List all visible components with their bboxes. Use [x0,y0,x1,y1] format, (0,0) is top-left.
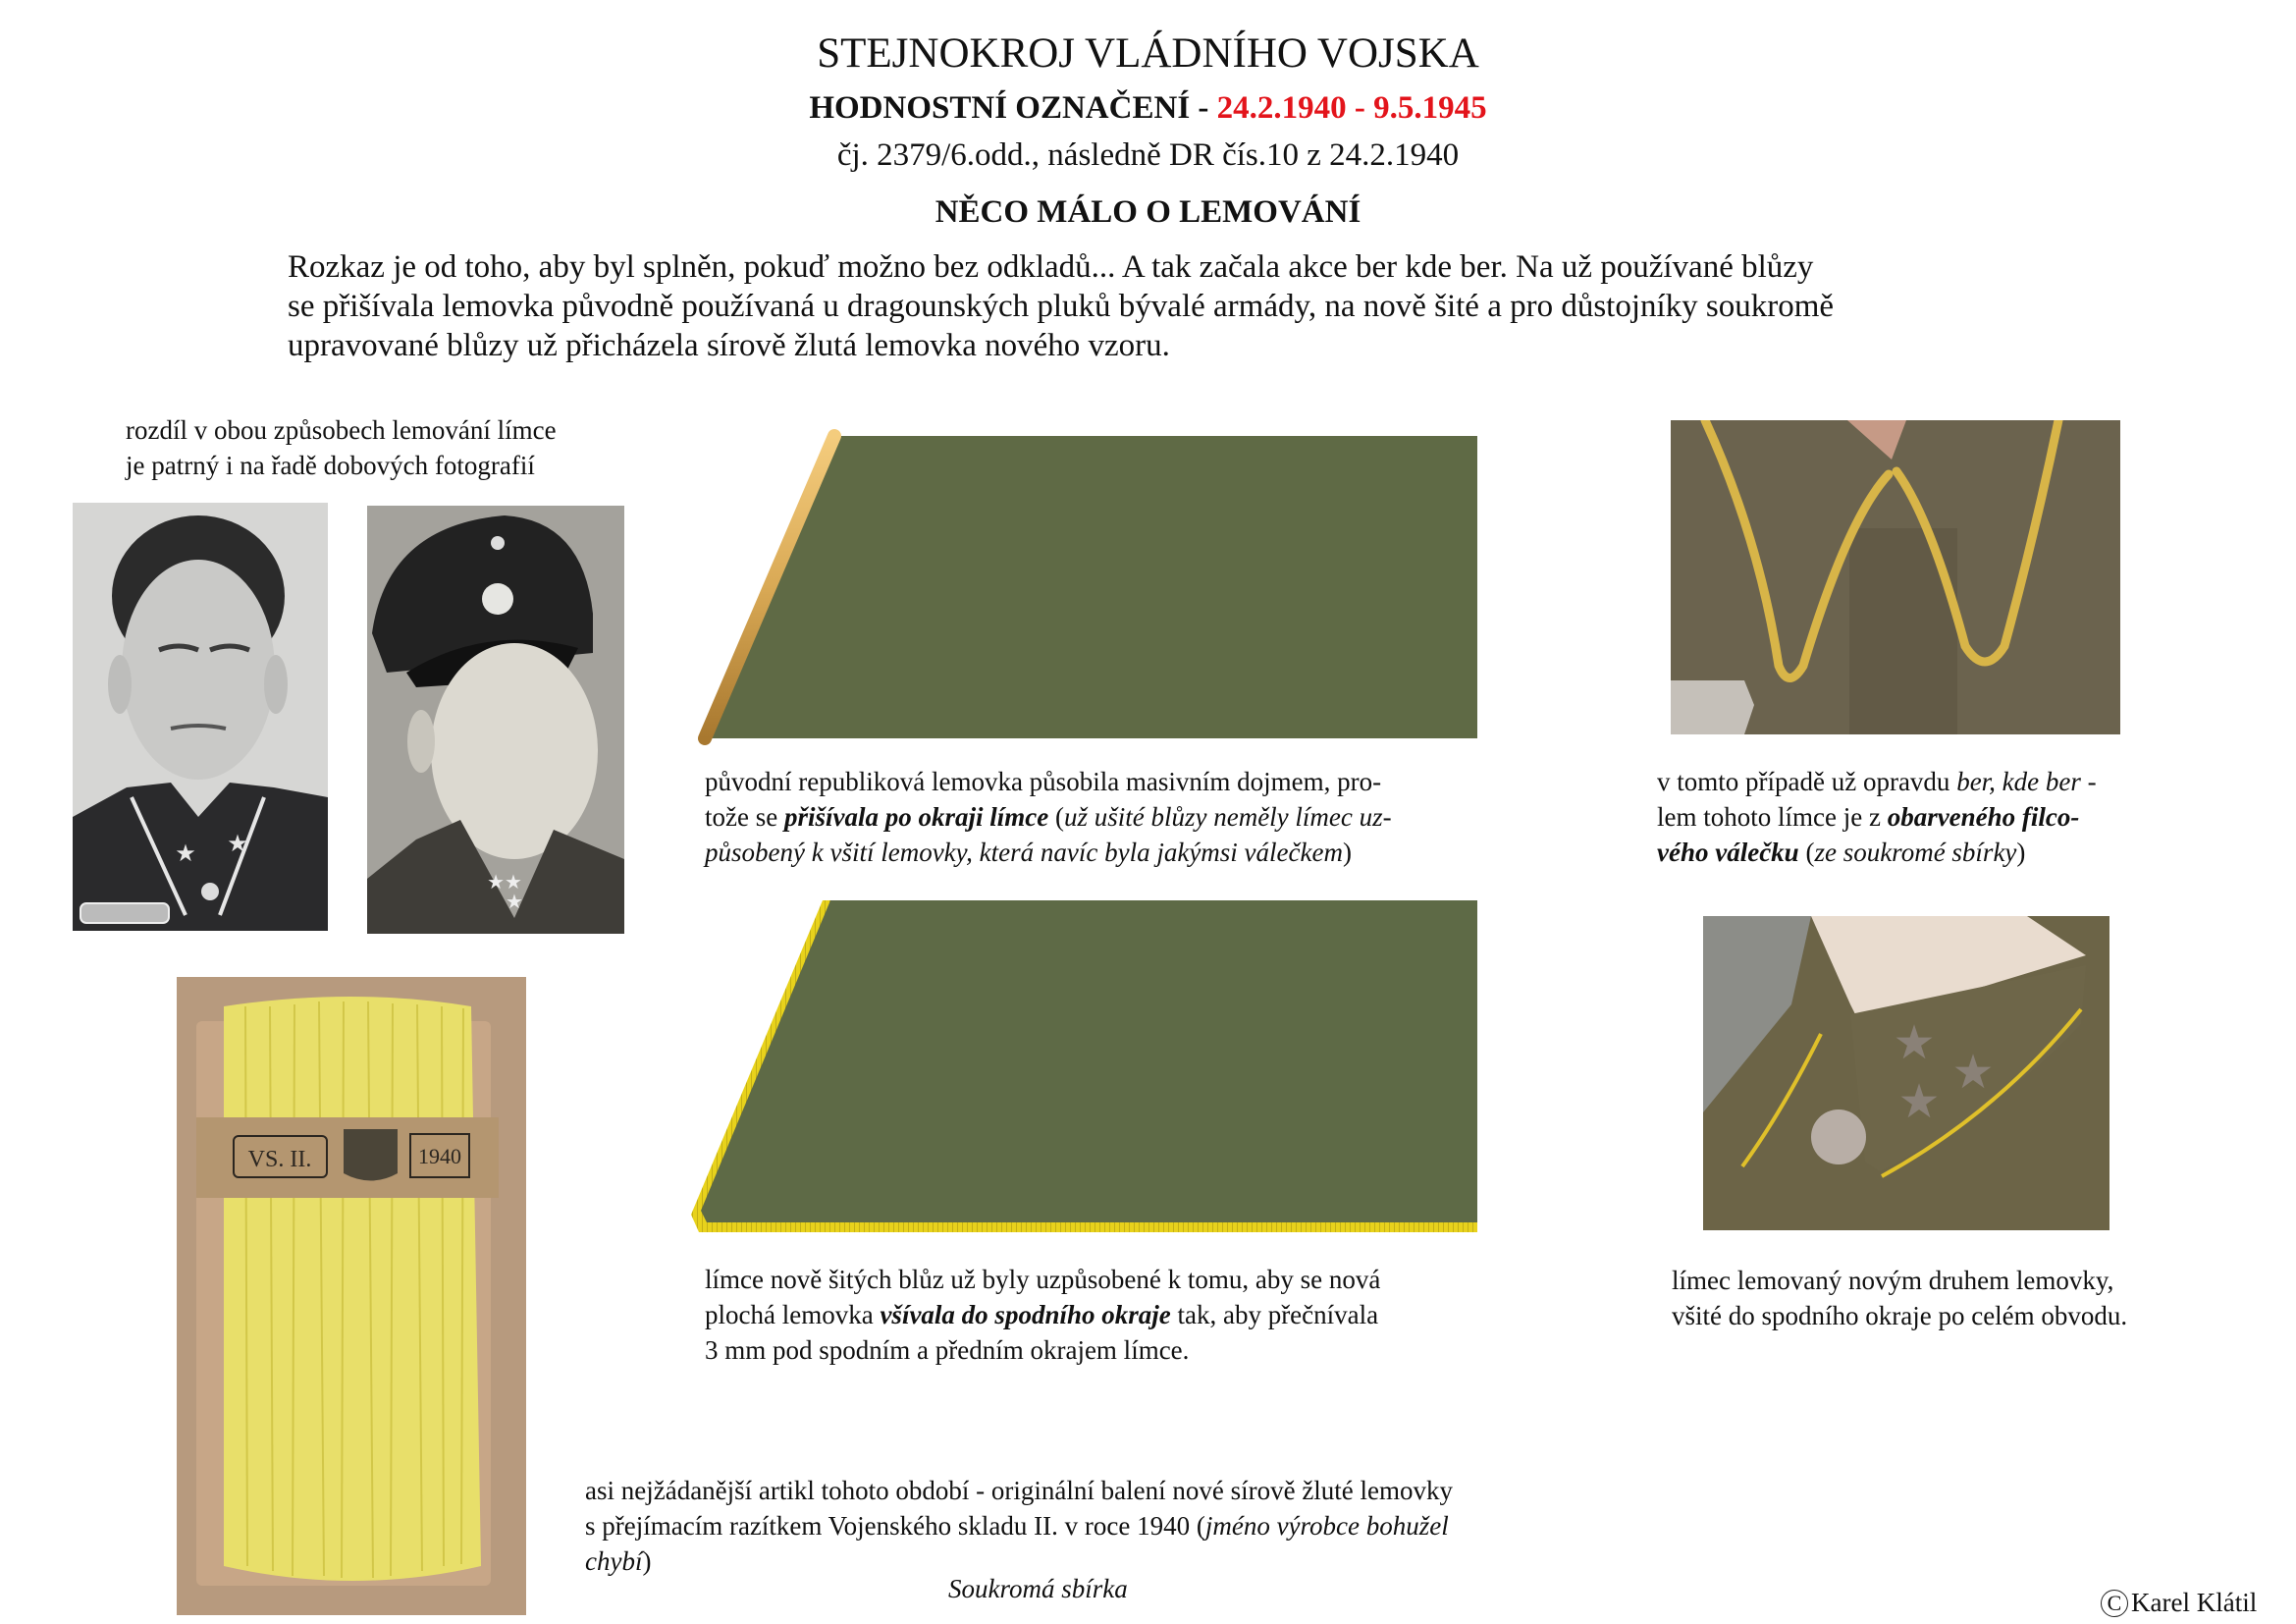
caption-line [1657,835,2266,870]
text: tak, aby přečnívala [1170,1300,1379,1329]
author-name: Karel Klátil [2131,1588,2258,1617]
caption-line [1657,764,2266,799]
svg-text:★: ★ [1951,1047,1995,1099]
text: lem tohoto límce je z [1657,802,1888,832]
caption-line: límec lemovaný novým druhem lemovky, [1672,1266,2114,1295]
section-title: NĚCO MÁLO O LEMOVÁNÍ [934,194,1362,230]
package-stamp-vs: VS. II. [247,1147,312,1172]
photos-caption [126,412,557,483]
diagram-1-caption [705,764,1549,870]
caption-line: všité do spodního okraje po celém obvodu. [1672,1301,2128,1330]
caption-line [705,1297,1549,1332]
italic-text: působený k všití lemovky, která navíc byla jakýmsi válečkem [705,838,1343,867]
subtitle-prefix: HODNOSTNÍ OZNAČENÍ - [809,90,1217,126]
caption-line [705,835,1549,870]
caption-line: asi nejžádanější artikl tohoto období - originální balení nové sírově žluté lemovky [585,1476,1454,1505]
right-caption-2 [1672,1263,2280,1333]
diagram-2-caption [705,1262,1549,1368]
caption-line [705,799,1549,835]
package-caption [585,1473,1606,1579]
emphasis: vého válečku [1657,838,1799,867]
caption-line: rozdíl v obou způsobech lemování límce [126,415,557,445]
svg-text:★: ★ [227,832,248,857]
svg-text:★: ★ [175,841,196,867]
text: tože se [705,802,784,832]
new-piping-collar-photo [1703,916,2109,1230]
text: ) [642,1546,652,1576]
collar-diagram-old-piping [687,422,1482,751]
text: plochá lemovka [705,1300,881,1329]
caption-line: původní republiková lemovka působila masivním dojmem, pro- [705,767,1382,796]
caption-line [1657,799,2266,835]
reference-line: čj. 2379/6.odd., následně DR čís.10 z 24.2.1940 [836,137,1460,173]
intro-line: se přišívala lemovka původně používaná u dragounských pluků bývalé armády, na nově šité a pro důstojníky soukromě [288,289,1835,324]
emphasis: obarveného filco- [1887,802,2080,832]
subtitle-dates: 24.2.1940 - 9.5.1945 [1216,90,1487,126]
text: - [2080,767,2097,796]
page-subtitle [0,90,2296,127]
text: ( [1798,838,1815,867]
svg-text:★: ★ [1893,1017,1936,1069]
caption-line: je patrný i na řadě dobových fotografií [126,451,535,480]
intro-paragraph [288,247,2035,365]
text: ) [2016,838,2026,867]
collar-diagram-new-piping [677,889,1482,1242]
felt-piping-collar-photo [1671,420,2120,734]
svg-text:★: ★ [506,892,523,913]
caption-line [585,1508,1606,1543]
emphasis: přišívala po okraji límce [783,802,1049,832]
svg-text:★: ★ [1897,1076,1941,1128]
italic-text: jméno výrobce bohužel [1204,1511,1449,1541]
piping-package-photo [177,977,526,1615]
text: ) [1342,838,1352,867]
portrait-photo-with-cap [367,506,624,934]
italic-text: ze soukromé sbírky [1814,838,2017,867]
intro-line: upravované blůzy už přicházela sírově žlutá lemovka nového vzoru. [288,328,1170,363]
italic-text: chybí [585,1546,643,1576]
copyright [2101,1588,2257,1618]
intro-line: Rozkaz je od toho, aby byl splněn, pokuď možno bez odkladů... A tak začala akce ber kde ber. Na už používané blůzy [288,249,1814,285]
package-stamp-year: 1940 [418,1144,461,1168]
portrait-photo-without-cap [73,503,328,931]
caption-line: 3 mm pod spodním a předním okrajem límce. [705,1335,1190,1365]
text: v tomto případě už opravdu [1657,767,1957,796]
svg-text:★★: ★★ [487,872,522,893]
collection-note: Soukromá sbírka [948,1574,1128,1603]
emphasis: všívala do spodního okraje [880,1300,1171,1329]
italic-text: už ušité blůzy neměly límec uz- [1063,802,1392,832]
caption-line: límce nově šitých blůz už byly uzpůsobené k tomu, aby se nová [705,1265,1381,1294]
italic-text: ber, kde ber [1956,767,2081,796]
right-caption-1 [1657,764,2266,870]
text: s přejímacím razítkem Vojenského skladu II. v roce 1940 ( [585,1511,1205,1541]
page-title: STEJNOKROJ VLÁDNÍHO VOJSKA [817,30,1479,77]
text: ( [1048,802,1064,832]
copyright-icon: C [2101,1590,2128,1617]
